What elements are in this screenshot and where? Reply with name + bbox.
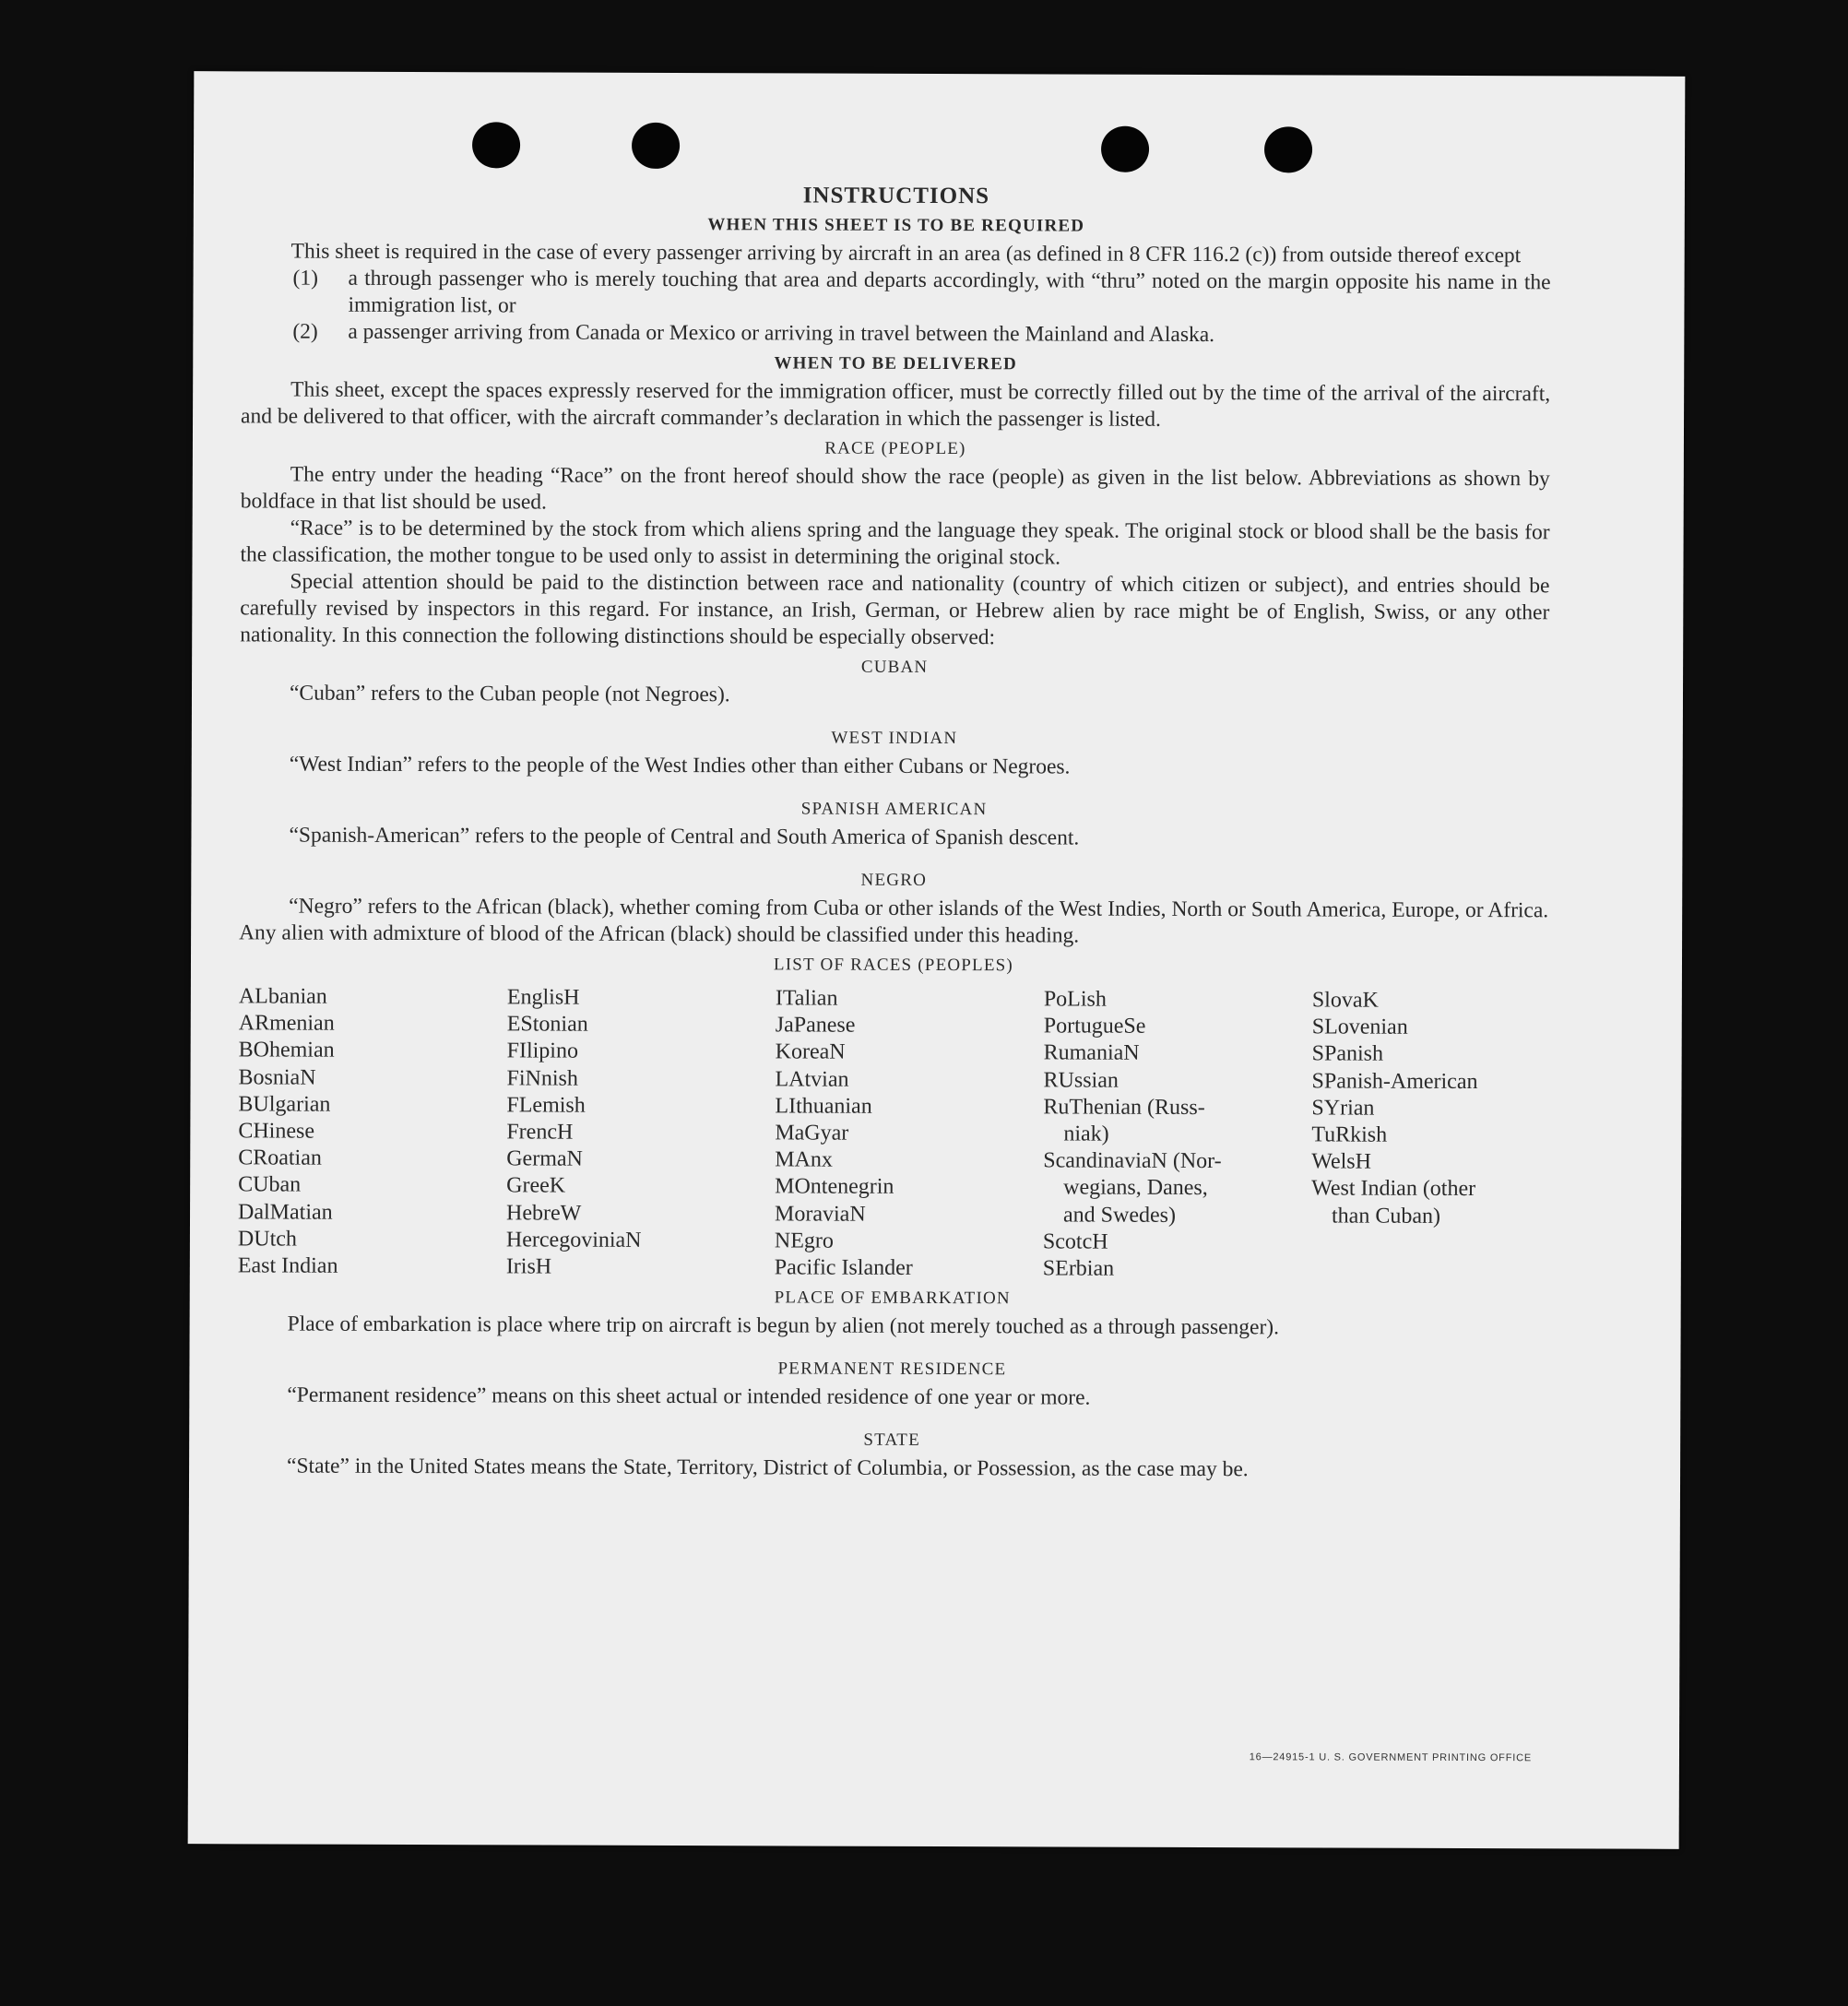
- paragraph: “Cuban” refers to the Cuban people (not Negroes).: [289, 681, 730, 707]
- race-entry: TuRkish: [1311, 1122, 1388, 1147]
- race-column: [775, 985, 1044, 1282]
- paragraph: “Permanent residence” means on this sheet actual or intended residence of one year or more.: [287, 1383, 1091, 1410]
- section-heading: CUBAN: [860, 657, 929, 677]
- race-entry: JaPanese: [775, 1013, 856, 1038]
- race-entry: FLemish: [506, 1093, 586, 1118]
- page-title: INSTRUCTIONS: [802, 183, 990, 209]
- race-entry: PoLish: [1043, 987, 1107, 1012]
- punch-hole: [472, 122, 520, 168]
- punch-hole: [632, 123, 680, 169]
- race-entry: MAnx: [775, 1147, 833, 1172]
- race-entry: SPanish-American: [1311, 1069, 1478, 1094]
- exception-number: (1): [292, 266, 319, 291]
- race-entry: ARmenian: [238, 1011, 335, 1036]
- race-entry: FrencH: [506, 1120, 574, 1145]
- race-entry: HercegoviniaN: [505, 1228, 642, 1252]
- race-entry: CUban: [238, 1172, 302, 1198]
- paragraph: The entry under the heading “Race” on the front hereof should show the race (people) as given in the list below. Abbreviations as shown by boldface in that list should be used.: [240, 462, 1550, 515]
- race-entry: CRoatian: [238, 1145, 322, 1170]
- race-entry: SPanish: [1311, 1041, 1384, 1067]
- exception-item: [241, 318, 1550, 350]
- printer-code: 16—24915-1 U. S. GOVERNMENT PRINTING OFFICE: [1249, 1751, 1533, 1764]
- paragraph: “Spanish-American” refers to the people of Central and South America of Spanish descent.: [289, 823, 1080, 850]
- race-entry: ALbanian: [238, 984, 327, 1009]
- race-entry: FIlipino: [506, 1039, 579, 1064]
- paragraph: “Race” is to be determined by the stock from which aliens spring and the language they speak. The original stock or blood shall be the basis for the classification, the mother tongue to be used only to assist in determining the original stock.: [240, 516, 1550, 570]
- race-entry: EStonian: [506, 1012, 588, 1037]
- race-entry: PortugueSe: [1043, 1014, 1146, 1039]
- paragraph: “State” in the United States means the State, Territory, District of Columbia, or Possession, as the case may be.: [287, 1454, 1249, 1482]
- race-entry: DalMatian: [237, 1199, 333, 1225]
- race-column: [506, 984, 776, 1281]
- race-entry: ITalian: [775, 986, 838, 1011]
- race-column: [238, 983, 507, 1280]
- race-column: [1043, 986, 1312, 1283]
- race-list: [238, 983, 1548, 1284]
- race-entry: RumaniaN: [1043, 1040, 1140, 1066]
- section-heading: WHEN THIS SHEET IS TO BE REQUIRED: [707, 215, 1085, 236]
- race-entry: BUlgarian: [238, 1092, 331, 1117]
- section-heading: SPANISH AMERICAN: [800, 799, 988, 820]
- race-entry: SLovenian: [1311, 1015, 1408, 1039]
- section-heading: RACE (PEOPLE): [824, 438, 966, 459]
- race-entry: ScotcH: [1042, 1229, 1108, 1254]
- race-entry: than Cuban): [1331, 1204, 1441, 1229]
- paragraph: Special attention should be paid to the distinction between race and nationality (country of which citizen or subject), and entries should be carefully revised by inspectors in this regard. For instance, an Irish, German, or Hebrew alien by race might be of English, Swiss, or any other nationality. In this connection the following distinctions should be especially observed:: [240, 569, 1550, 650]
- race-entry: NEgro: [774, 1229, 834, 1253]
- exception-text: a passenger arriving from Canada or Mexico or arriving in travel between the Mainland and Alaska.: [348, 319, 1215, 348]
- race-entry: SErbian: [1042, 1256, 1115, 1281]
- section-heading: STATE: [863, 1430, 920, 1451]
- race-entry: WelsH: [1311, 1149, 1372, 1174]
- section-heading: WHEN TO BE DELIVERED: [774, 353, 1018, 374]
- race-entry: West Indian (other: [1311, 1176, 1476, 1202]
- race-entry: SYrian: [1311, 1096, 1375, 1121]
- instructions-body: [237, 180, 1551, 1484]
- race-entry: HebreW: [505, 1200, 582, 1226]
- race-entry: GermaN: [506, 1146, 583, 1171]
- race-entry: Pacific Islander: [774, 1255, 913, 1280]
- section-heading: LIST OF RACES (PEOPLES): [773, 955, 1014, 976]
- punch-hole: [1264, 126, 1312, 172]
- section-heading: NEGRO: [860, 870, 928, 890]
- paragraph: Place of embarkation is place where trip on aircraft is begun by alien (not merely touched as a through passenger).: [287, 1312, 1280, 1340]
- punch-hole: [1101, 126, 1149, 172]
- race-entry: MOntenegrin: [775, 1174, 894, 1200]
- race-entry: LAtvian: [775, 1066, 849, 1092]
- race-entry: BosniaN: [238, 1064, 316, 1090]
- section-heading: PLACE OF EMBARKATION: [774, 1288, 1011, 1309]
- race-entry: wegians, Danes,: [1063, 1175, 1208, 1201]
- race-entry: ScandinaviaN (Nor-: [1043, 1148, 1222, 1174]
- race-entry: FiNnish: [506, 1065, 578, 1091]
- race-entry: RUssian: [1043, 1068, 1119, 1093]
- exception-item: [241, 265, 1550, 323]
- race-entry: KoreaN: [775, 1039, 846, 1065]
- section-heading: WEST INDIAN: [831, 728, 958, 749]
- race-entry: CHinese: [238, 1119, 315, 1144]
- section-heading: PERMANENT RESIDENCE: [777, 1359, 1007, 1380]
- document-sheet: [188, 71, 1686, 1849]
- race-entry: East Indian: [237, 1253, 338, 1278]
- exception-number: (2): [292, 319, 318, 344]
- race-entry: DUtch: [237, 1227, 297, 1252]
- race-entry: BOhemian: [238, 1038, 335, 1063]
- exception-text: a through passenger who is merely touching that area and departs accordingly, with “thru” noted on the margin opposite his name in the immigration list, or: [348, 266, 1551, 318]
- race-entry: GreeK: [506, 1173, 566, 1199]
- race-entry: MaGyar: [775, 1121, 849, 1145]
- paragraph: “Negro” refers to the African (black), whether coming from Cuba or other islands of the West Indies, North or South America, Europe, or Africa. Any alien with admixture of blood of the African (black) should be classified under this heading.: [239, 894, 1549, 948]
- race-entry: MoraviaN: [774, 1202, 866, 1227]
- race-entry: niak): [1063, 1122, 1109, 1146]
- race-entry: IrisH: [505, 1254, 552, 1279]
- race-entry: SlovaK: [1311, 988, 1379, 1013]
- race-entry: and Swedes): [1062, 1203, 1177, 1228]
- paragraph: This sheet is required in the case of every passenger arriving by aircraft in an area (as defined in 8 CFR 116.2 (c)) from outside thereof except: [290, 239, 1522, 268]
- race-entry: RuThenian (Russ-: [1043, 1095, 1205, 1120]
- paragraph: This sheet, except the spaces expressly reserved for the immigration officer, must be correctly filled out by the time of the arrival of the aircraft, and be delivered to that officer, with the aircraft commander’s declaration in which the passenger is listed.: [241, 377, 1551, 432]
- race-entry: EnglisH: [506, 985, 580, 1010]
- race-column: [1311, 987, 1552, 1284]
- race-entry: LIthuanian: [775, 1094, 872, 1119]
- paragraph: “West Indian” refers to the people of the West Indies other than either Cubans or Negroes.: [289, 752, 1071, 779]
